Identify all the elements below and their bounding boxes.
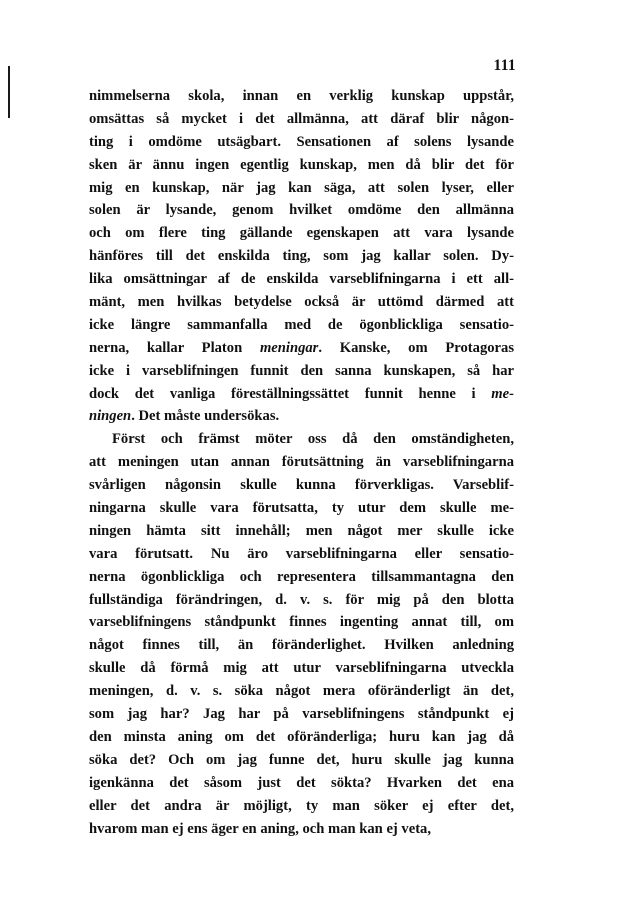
text-line: hvarom man ej ens äger en aning, och man kan ej veta, — [89, 820, 432, 837]
text-line: nerna, kallar Platon meningar. Kanske, om Protagoras — [89, 339, 514, 356]
text-line: nimmelserna skola, innan en verklig kunskap uppstår, — [89, 88, 514, 104]
text-line: dock det vanliga föreställningssättet funnit henne i me- — [89, 385, 514, 402]
text-line: igenkänna det såsom just det sökta? Hvarken det ena — [89, 774, 514, 791]
text-line: Först och främst möter oss då den omständigheten, — [112, 431, 514, 448]
text-line: meningen, d. v. s. söka något mera oföränderligt än det, — [89, 683, 514, 700]
page-number: 111 — [493, 57, 516, 74]
text-line: som jag har? Jag har på varseblifningens ståndpunkt ej — [89, 706, 514, 723]
text-line: eller det andra är möjligt, ty man söker ej efter det, — [89, 797, 514, 814]
italic-term: me- — [491, 385, 514, 402]
text-line: den minsta aning om det oföränderliga; huru kan jag då — [89, 728, 514, 745]
text-line: omsättas så mycket i det allmänna, att däraf blir någon- — [89, 110, 514, 127]
italic-term: ningen — [89, 408, 132, 425]
text-line: mig en kunskap, när jag kan säga, att solen lyser, eller — [89, 179, 514, 196]
text-line: hänföres till det enskilda ting, som jag kallar solen. Dy- — [89, 248, 514, 265]
text-line: solen är lysande, genom hvilket omdöme den allmänna — [89, 202, 514, 219]
text-line: nerna ögonblickliga och representera tillsammantagna den — [89, 568, 514, 585]
text-line: ting i omdöme utsägbart. Sensationen af solens lysande — [89, 133, 514, 150]
text-line: fullständiga förändringen, d. v. s. för mig på den blotta — [89, 591, 514, 608]
text-line: vara förutsatt. Nu äro varseblifningarna eller sensatio- — [89, 545, 514, 562]
text-line: något finnes till, än föränderlighet. Hvilken anledning — [89, 637, 514, 654]
text-line: icke längre sammanfalla med de ögonblickliga sensatio- — [89, 316, 514, 333]
body-text — [89, 85, 514, 840]
text-line: och om flere ting gällande egenskapen att vara lysande — [89, 225, 514, 242]
text-line: skulle då förmå mig att utur varseblifningarna utveckla — [89, 660, 514, 677]
text-line: lika omsättningar af de enskilda varseblifningarna i ett all- — [89, 271, 514, 288]
text-line: ningen hämta sitt innehåll; men något mer skulle icke — [89, 522, 514, 539]
text-line: varseblifningens ståndpunkt finnes ingenting annat till, om — [89, 614, 514, 631]
text-line: söka det? Och om jag funne det, huru skulle jag kunna — [89, 751, 514, 768]
text-line: ningen. Det måste undersökas. — [89, 408, 280, 425]
text-line: ningarna skulle vara förutsatta, ty utur dem skulle me- — [89, 500, 514, 517]
text-line: icke i varseblifningen funnit den sanna kunskapen, så har — [89, 362, 514, 379]
text-line: sken är ännu ingen egentlig kunskap, men då blir det för — [89, 156, 514, 173]
text-line: att meningen utan annan förutsättning än varseblifningarna — [89, 454, 514, 471]
italic-term: meningar — [259, 339, 319, 356]
margin-mark — [8, 66, 10, 118]
text-line: svårligen någonsin skulle kunna förverkligas. Varseblif- — [89, 477, 514, 494]
text-line: mänt, men hvilkas betydelse också är uttömd därmed att — [89, 294, 514, 311]
